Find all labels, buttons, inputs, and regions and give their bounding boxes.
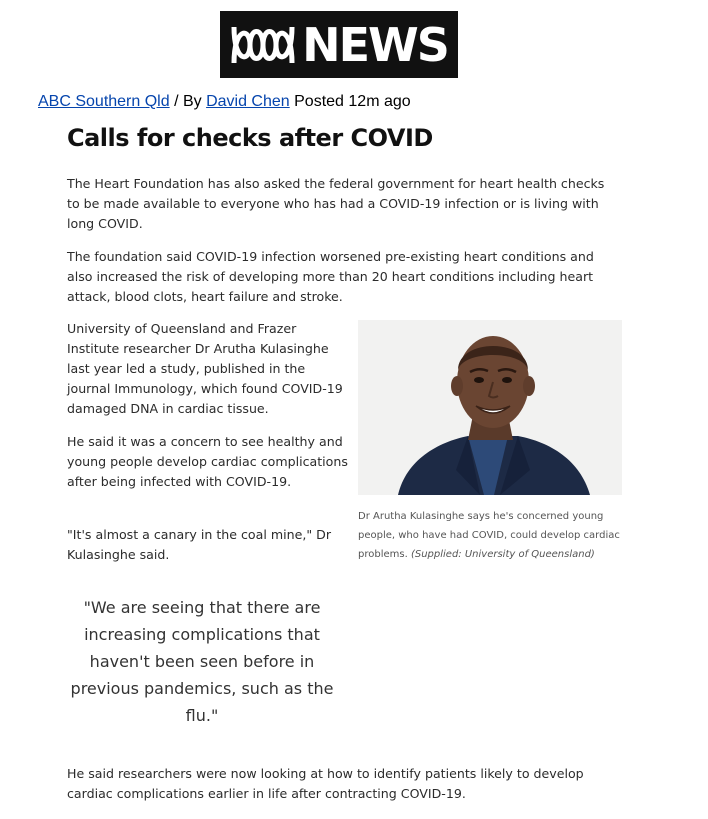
caption-text: Dr Arutha Kulasinghe says he's concerned young people, who have had COVID, could develop cardiac problems. [358, 511, 620, 560]
byline [38, 93, 411, 111]
posted-time: Posted 12m ago [289, 93, 411, 110]
pull-quote: "We are seeing that there are increasing complications that haven't been seen before in previous pandemics, such as the flu." [70, 598, 334, 725]
abc-news-logo[interactable] [220, 11, 458, 78]
article-headline: Calls for checks after COVID [67, 124, 433, 152]
article-paragraph: He said researchers were now looking at how to identify patients likely to develop cardiac complications earlier in life after contracting COVID-19. [67, 766, 584, 801]
article-paragraph: He said it was a concern to see healthy and young people develop cardiac complications after being infected with COVID-19. [67, 434, 348, 489]
portrait-illustration [358, 320, 622, 495]
photo-caption [358, 507, 622, 564]
source-link[interactable]: ABC Southern Qld [38, 93, 170, 110]
byline-separator: / By [169, 93, 207, 110]
abc-lissajous-logo-icon [230, 23, 296, 67]
article-paragraph: The foundation said COVID-19 infection worsened pre-existing heart conditions and also increased the risk of developing more than 20 heart conditions including heart attack, blood clots, heart failure and stroke. [67, 249, 594, 304]
photo-credit: (Supplied: University of Queensland) [410, 549, 595, 560]
logo-wordmark: NEWS [302, 17, 448, 72]
article-paragraph: The Heart Foundation has also asked the federal government for heart health checks to be made available to everyone who has had a COVID-19 infection or is living with long COVID. [67, 176, 605, 231]
article-paragraph: "It's almost a canary in the coal mine," Dr Kulasinghe said. [67, 527, 332, 562]
author-link[interactable]: David Chen [206, 93, 290, 110]
article-paragraph: University of Queensland and Frazer Institute researcher Dr Arutha Kulasinghe last year led a study, published in the journal Immunology, which found COVID-19 damaged DNA in cardiac tissue. [67, 321, 343, 416]
researcher-photo[interactable] [358, 320, 622, 495]
